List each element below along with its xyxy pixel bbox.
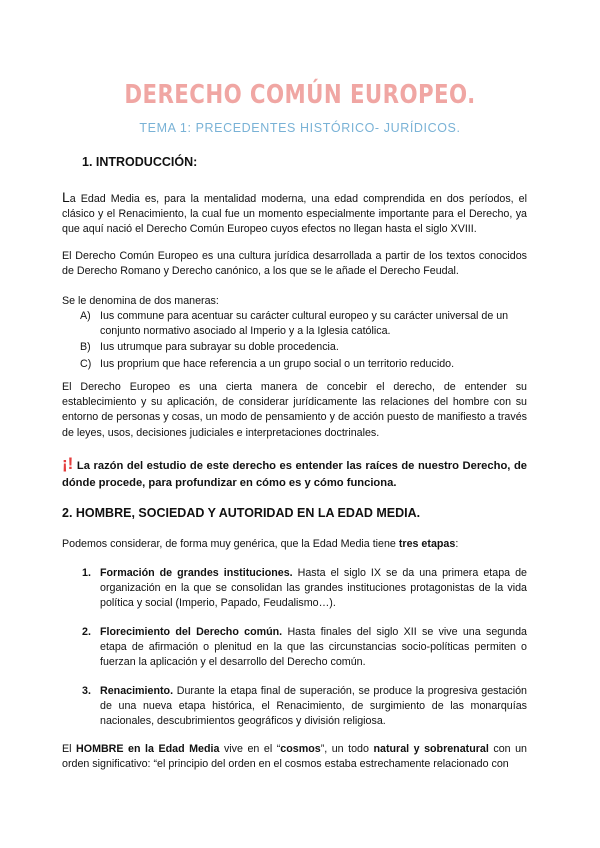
man-text: El [62,743,77,755]
man-text: vive en el “ [219,743,281,755]
stages-intro-bold: tres etapas [398,538,456,550]
stage-item [82,625,527,671]
man-bold: natural y sobrenatural [373,743,489,755]
list-item [62,357,527,372]
man-bold: cosmos [280,743,321,755]
names-intro: Se le denomina de dos maneras: [62,295,219,307]
stages-intro-text: Podemos considerar, de forma muy genérica, que la Edad Media tiene [62,538,399,550]
stage-number: 3. [82,685,91,697]
list-item-text: Ius proprium que hace referencia a un grupo social o un territorio reducido. [100,357,455,370]
concept-paragraph: El Derecho Europeo es una cierta manera de concebir el derecho, de entender su establecimiento y su aplicación, de considerar jurídicamente las relaciones del hombre con su entorno de personas y cosas, un modo de pensamiento y de acción puesto de manifiesto a través de leyes, usos, decisiones judiciales e interpretaciones doctrinales. [62,381,527,439]
document-subtitle: TEMA 1: PRECEDENTES HISTÓRICO- JURÍDICOS. [139,121,461,135]
names-list [62,309,527,373]
stages-intro [62,537,527,552]
man-text: ”, un todo [320,743,374,755]
list-item-text: Ius commune para acentuar su carácter cultural europeo y su carácter universal de un conjunto normativo asociado al Imperio y a la Iglesia católica. [100,310,509,338]
stage-number: 2. [82,626,91,638]
stage-text: Durante la etapa final de superación, se produce la progresiva gestación de una nueva etapa histórica, el Renacimiento, de surgimiento de las monarquías nacionales, descubrimientos geográficos y división religiosa. [100,685,527,728]
list-item [62,309,527,339]
important-note [62,455,527,492]
drop-letter: L [62,189,70,205]
intro-paragraph-text: a Edad Media es, para la mentalidad moderna, una edad comprendida en dos períodos, el clásico y el Renacimiento, la cual fue un momento especialmente importante para el Derecho, ya que aquí nació el Derecho Común Europeo cuyos efectos no llegan hasta el siglo XVIII. [62,193,527,236]
man-paragraph [62,742,527,772]
list-marker: B) [80,341,91,354]
document-title: DERECHO COMÚN EUROPEO. [124,80,476,110]
stage-text: Hasta finales del siglo XII se vive una segunda etapa de afirmación o plenitud en la que las circunstancias socio-políticas permiten o fuerzan la aplicación y el desarrollo del Derecho común. [100,626,527,669]
intro-paragraph [62,190,527,238]
list-marker: C) [80,357,92,370]
stage-item [82,684,527,730]
man-bold: HOMBRE en la Edad Media [76,743,220,755]
man-text: con un orden significativo: “el principio del orden en el cosmos estaba estrechamente relacionado con [62,743,527,771]
definition-paragraph: El Derecho Común Europeo es una cultura jurídica desarrollada a partir de los textos conocidos de Derecho Romano y Derecho canónico, a los que se le añade el Derecho Feudal. [62,250,527,278]
stage-item [82,566,527,612]
stage-title: Renacimiento. [100,685,174,697]
list-item-text: Ius utrumque para subrayar su doble procedencia. [100,341,339,354]
section-2-heading: 2. HOMBRE, SOCIEDAD Y AUTORIDAD EN LA EDAD MEDIA. [62,506,421,520]
exclamation-icon: ¡! [62,454,74,473]
list-marker: A) [80,310,91,322]
stage-text: Hasta el siglo IX se da una primera etapa de organización en la que se consolidan las grandes instituciones protagonistas de la vida política y social (Imperio, Papado, Feudalismo…). [100,567,527,610]
important-note-text: La razón del estudio de este derecho es entender las raíces de nuestro Derecho, de dónde procede, para profundizar en cómo es y cómo funciona. [62,460,527,489]
list-item [62,340,527,355]
section-1-heading: 1. INTRODUCCIÓN: [82,155,198,169]
stage-number: 1. [82,567,91,579]
stage-title: Formación de grandes instituciones. [100,567,293,579]
stage-title: Florecimiento del Derecho común. [100,626,283,638]
stages-intro-end: : [455,538,459,550]
